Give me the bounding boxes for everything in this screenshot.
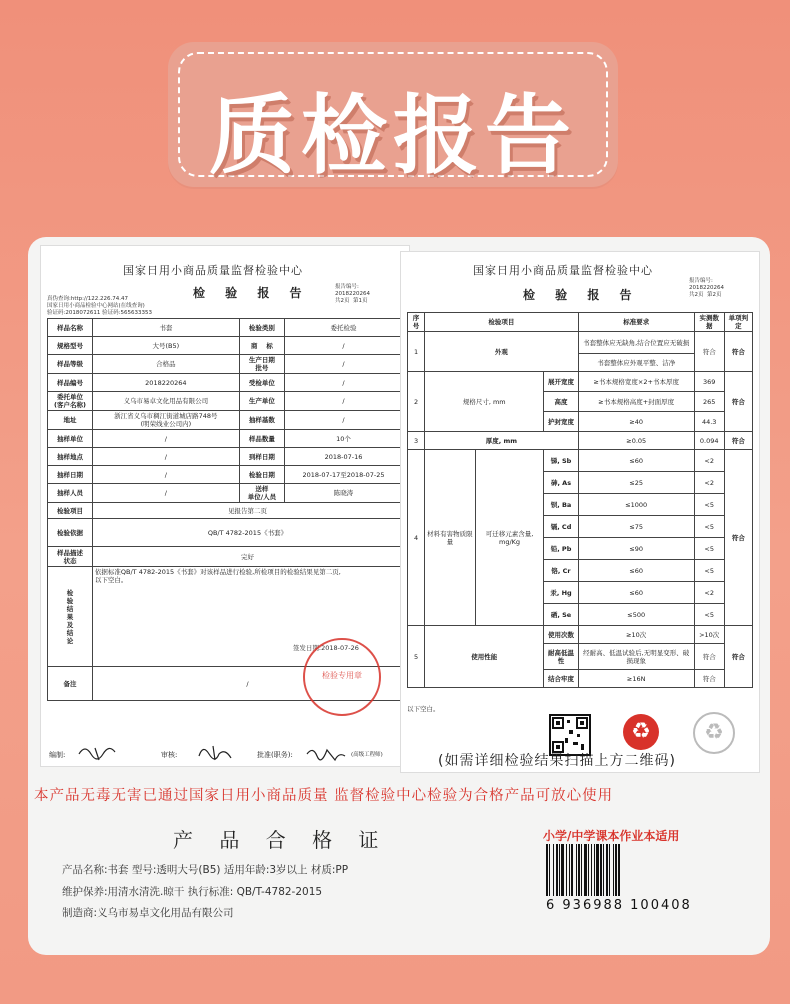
- cell: ≥0.05: [578, 432, 694, 450]
- cell: 符合: [724, 626, 752, 688]
- cell: /: [92, 430, 239, 448]
- cell: >10次: [694, 626, 724, 644]
- info-row: [48, 319, 403, 337]
- sig-compiler: 编制:: [49, 751, 66, 759]
- cell: 3: [408, 432, 425, 450]
- cell: 耐高低温性: [544, 644, 578, 670]
- cell: 抽样人员: [48, 484, 93, 503]
- row-appearance: [408, 332, 753, 354]
- cert-product-line: 产品名称:书套 型号:透明大号(B5) 适用年龄:3岁以上 材质:PP: [62, 864, 349, 876]
- cell: 钡, Ba: [544, 494, 578, 516]
- inspection-stamp: [303, 638, 381, 716]
- cell: 1: [408, 332, 425, 372]
- query-info: [47, 296, 152, 317]
- page-title: 质检报告: [209, 86, 577, 186]
- cell: 样品等级: [48, 355, 93, 374]
- cell: 检验类别: [239, 319, 284, 337]
- cell: /: [284, 337, 402, 355]
- cell: <5: [694, 604, 724, 626]
- header-cell: 单项判定: [724, 313, 752, 332]
- row-heavy: [408, 450, 753, 472]
- recycle-icon: ♻: [623, 714, 659, 750]
- cell: ≤60: [578, 560, 694, 582]
- right-report-title: 检 验 报 告: [523, 288, 640, 302]
- cell: 4: [408, 450, 425, 626]
- certificate-title: 产 品 合 格 证: [173, 828, 389, 852]
- header-cell: 标准要求: [578, 313, 694, 332]
- cell: 铬, Cr: [544, 560, 578, 582]
- cell: /: [284, 411, 402, 430]
- cell: 汞, Hg: [544, 582, 578, 604]
- info-row: [48, 430, 403, 448]
- header-cell: 实测数据: [694, 313, 724, 332]
- cell: 铅, Pb: [544, 538, 578, 560]
- cell: 生产单位: [239, 392, 284, 411]
- stamp-text: 检验专用章: [322, 671, 362, 680]
- cell: 厚度, mm: [425, 432, 579, 450]
- header-cell: 序号: [408, 313, 425, 332]
- cell: ≤60: [578, 582, 694, 604]
- basis-row: [48, 519, 403, 547]
- cell: ≤500: [578, 604, 694, 626]
- right-results-table: [407, 312, 753, 688]
- cell: 砷, As: [544, 472, 578, 494]
- cell: 书套整体应无缺角,结合位置应无破损: [578, 332, 694, 354]
- info-row: [48, 484, 403, 503]
- barcode: [546, 844, 730, 916]
- cell: ≤75: [578, 516, 694, 538]
- cell: 2018-07-17至2018-07-25: [284, 466, 402, 484]
- info-row: [48, 337, 403, 355]
- cell: 义乌市易卓文化用品有限公司: [92, 392, 239, 411]
- cell: /: [92, 667, 402, 701]
- cell: ≥10次: [578, 626, 694, 644]
- cell: 规格尺寸, mm: [425, 372, 544, 432]
- please-recycle-icon: ♻: [693, 712, 735, 754]
- cell: <2: [694, 450, 724, 472]
- handwritten-signatures: [75, 742, 375, 762]
- cell: ≤25: [578, 472, 694, 494]
- cell: ≤1000: [578, 494, 694, 516]
- blank-note: 以下空白。: [407, 705, 440, 713]
- cell: 镉, Cd: [544, 516, 578, 538]
- cell: 使用次数: [544, 626, 578, 644]
- cell: 符合: [724, 372, 752, 432]
- cell: 见报告第二页: [92, 503, 402, 519]
- safety-banner: 本产品无毒无害已通过国家日用小商品质量 监督检验中心检验为合格产品可放心使用: [34, 788, 614, 804]
- cell: 符合: [694, 670, 724, 688]
- cell: 符合: [724, 332, 752, 372]
- cell: /: [284, 355, 402, 374]
- sig-approver-title: (高级工程师): [351, 752, 383, 758]
- cell: 抽样地点: [48, 448, 93, 466]
- cell: 到样日期: [239, 448, 284, 466]
- info-row: [48, 466, 403, 484]
- cell: 符合: [724, 432, 752, 450]
- cell: <5: [694, 494, 724, 516]
- cell: 265: [694, 392, 724, 412]
- barcode-bars: [546, 844, 730, 896]
- header-row: [408, 313, 753, 332]
- left-report-title: 检 验 报 告: [193, 286, 310, 300]
- cell: 高度: [544, 392, 578, 412]
- cell: 规格型号: [48, 337, 93, 355]
- cell: 硒, Se: [544, 604, 578, 626]
- cell: 大号(B5): [92, 337, 239, 355]
- cell: 地址: [48, 411, 93, 430]
- cell: 2018220264: [92, 374, 239, 392]
- row-size: [408, 372, 753, 392]
- info-row: [48, 411, 403, 430]
- info-row: [48, 448, 403, 466]
- cell: 5: [408, 626, 425, 688]
- cell: ≥16N: [578, 670, 694, 688]
- cell: 送样 单位/人员: [239, 484, 284, 503]
- info-row: [48, 355, 403, 374]
- cell: 商 标: [239, 337, 284, 355]
- info-row: [48, 392, 403, 411]
- state-row: [48, 547, 403, 567]
- cell: 检验日期: [239, 466, 284, 484]
- cell: 样品名称: [48, 319, 93, 337]
- cell: 10个: [284, 430, 402, 448]
- cell: ≤60: [578, 450, 694, 472]
- usage-note: 小学/中学课本作业本适用: [543, 829, 680, 843]
- cell: 材料有害物质限量: [425, 450, 476, 626]
- cell: /: [92, 484, 239, 503]
- cell: 抽样日期: [48, 466, 93, 484]
- cell: 44.3: [694, 412, 724, 432]
- cell: 2: [408, 372, 425, 432]
- cell: ≥40: [578, 412, 694, 432]
- scan-note: (如需详细检验结果扫描上方二维码): [438, 753, 676, 769]
- cell: 备注: [48, 667, 93, 701]
- cell: 符合: [694, 332, 724, 372]
- cell: /: [92, 466, 239, 484]
- barcode-number: 6 936988 100408: [546, 898, 692, 913]
- cell: /: [284, 374, 402, 392]
- item-row: [48, 503, 403, 519]
- cell: 书套整体应外观平整、洁净: [578, 354, 694, 372]
- cell: 外观: [425, 332, 579, 372]
- cell: 使用性能: [425, 626, 544, 688]
- info-row: [48, 374, 403, 392]
- cell: ≤90: [578, 538, 694, 560]
- cell: 结合牢度: [544, 670, 578, 688]
- cell: QB/T 4782-2015《书套》: [92, 519, 402, 547]
- cell: 锑, Sb: [544, 450, 578, 472]
- cell: 陈晓涛: [284, 484, 402, 503]
- left-report-no: 报告编号: 2018220264 共2页 第1页: [335, 284, 370, 304]
- query-line: 验证码:2018072611 验证码:565633353: [47, 310, 152, 316]
- qr-pattern-icon: [551, 716, 589, 754]
- cell: <5: [694, 516, 724, 538]
- cell: 抽样基数: [239, 411, 284, 430]
- conclusion-text: 依据标准QB/T 4782-2015《书套》对该样品进行检验,所检项目的检验结果见第二页,以下空白。: [94, 568, 341, 584]
- cell: 经耐高、低温试验后,无明显变形、破损现象: [578, 644, 694, 670]
- sig-approver: 批准(职务):: [257, 751, 293, 759]
- cell: <2: [694, 472, 724, 494]
- cell: 符合: [724, 450, 752, 626]
- cell: /: [92, 448, 239, 466]
- cell: 委托单位 (客户名称): [48, 392, 93, 411]
- cell: 样品数量: [239, 430, 284, 448]
- cell: <5: [694, 560, 724, 582]
- cell: 合格品: [92, 355, 239, 374]
- cell: 可迁移元素含量, mg/Kg: [475, 450, 544, 626]
- cell: 展开宽度: [544, 372, 578, 392]
- row-perf: [408, 626, 753, 644]
- query-line: 国家日用小商品检验中心网站(在线查询): [47, 303, 145, 309]
- report-card: [28, 237, 770, 955]
- cell: 样品编号: [48, 374, 93, 392]
- cell: 生产日期 批号: [239, 355, 284, 374]
- cell: /: [284, 392, 402, 411]
- cell: 样品描述 状态: [48, 547, 93, 567]
- report-page-2: [400, 251, 760, 773]
- right-org-name: 国家日用小商品质量监督检验中心: [473, 264, 653, 277]
- cell: 检 验 结 果 及 结 论: [48, 567, 93, 667]
- cell: 符合: [694, 644, 724, 670]
- cell: 抽样单位: [48, 430, 93, 448]
- cell: 2018-07-16: [284, 448, 402, 466]
- row-thickness: [408, 432, 753, 450]
- sig-reviewer: 审核:: [161, 751, 178, 759]
- cell: <5: [694, 538, 724, 560]
- cell: 369: [694, 372, 724, 392]
- header-cell: 检验项目: [425, 313, 579, 332]
- sign-date: 签发日期:2018-07-26: [292, 644, 359, 652]
- cell: 书套: [92, 319, 239, 337]
- cell: 检验依据: [48, 519, 93, 547]
- cell: 检验项目: [48, 503, 93, 519]
- cell: 受检单位: [239, 374, 284, 392]
- cell: 护封宽度: [544, 412, 578, 432]
- cell: 完好: [92, 547, 402, 567]
- right-report-no: 报告编号: 2018220264 共2页 第2页: [689, 278, 724, 298]
- cell: <2: [694, 582, 724, 604]
- cert-maker-line: 制造商:义乌市易卓文化用品有限公司: [62, 907, 234, 919]
- cell: ≥书本规格宽度×2+书本厚度: [578, 372, 694, 392]
- left-org-name: 国家日用小商品质量监督检验中心: [123, 264, 303, 277]
- title-banner: [168, 42, 618, 187]
- cert-care-line: 维护保养:用清水清洗.晾干 执行标准: QB/T-4782-2015: [62, 886, 323, 898]
- cell: 浙江省义乌市稠江街道城店路748号 (明荣线业公司内): [92, 411, 239, 430]
- cell: 委托检验: [284, 319, 402, 337]
- report-page-1: [40, 245, 410, 767]
- cell: 0.094: [694, 432, 724, 450]
- barcode-bar: [620, 844, 621, 896]
- cell: ≥书本规格高度+封面厚度: [578, 392, 694, 412]
- query-line: 真伪查询:http://122.226.74.47: [47, 296, 128, 302]
